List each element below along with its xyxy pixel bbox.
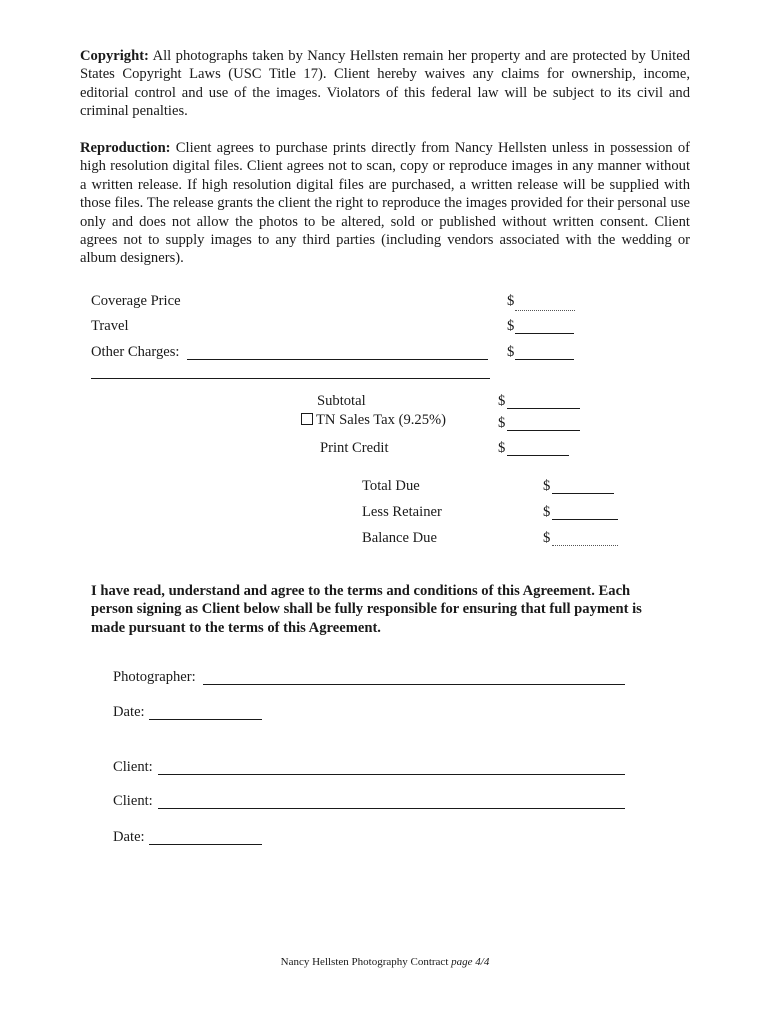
date-field-2[interactable] (149, 828, 262, 845)
copyright-paragraph (80, 47, 690, 121)
other-charges-amount-field[interactable] (515, 343, 574, 360)
balance-due-label: Balance Due (362, 530, 437, 546)
client-signature-field-1[interactable] (158, 758, 625, 775)
total-due-label: Total Due (362, 478, 420, 494)
reproduction-label: Reproduction: (80, 140, 171, 156)
subtotal-currency: $ (498, 393, 506, 409)
print-credit-field[interactable] (507, 439, 569, 456)
less-retainer-label: Less Retainer (362, 504, 442, 520)
client-signature-field-2[interactable] (158, 792, 625, 809)
copyright-text: All photographs taken by Nancy Hellsten remain her property and are protected by United States Copyright Laws (USC Title 17). Client hereby waives any claims for ownership, income, editorial control and use of the images. Violators of this federal law will be subject to its civil and criminal penalties. (80, 48, 691, 120)
date-field-1[interactable] (149, 703, 262, 720)
coverage-price-label: Coverage Price (91, 293, 181, 309)
tn-sales-tax-row (301, 411, 446, 429)
coverage-price-currency: $ (507, 293, 515, 309)
client-label-1: Client: (113, 759, 153, 775)
page-footer (0, 956, 770, 968)
tn-sales-tax-currency: $ (498, 415, 506, 431)
footer-page-number: page 4/4 (451, 956, 490, 968)
subtotal-label: Subtotal (317, 393, 366, 409)
tn-sales-tax-field[interactable] (507, 414, 580, 431)
less-retainer-field[interactable] (552, 503, 618, 520)
other-charges-label: Other Charges: (91, 344, 180, 360)
travel-label: Travel (91, 318, 129, 334)
tn-sales-tax-label: TN Sales Tax (9.25%) (316, 412, 447, 428)
other-charges-extra-line[interactable] (91, 362, 490, 379)
tn-sales-tax-checkbox[interactable] (301, 413, 313, 425)
coverage-price-field[interactable] (515, 294, 575, 311)
less-retainer-currency: $ (543, 504, 551, 520)
subtotal-field[interactable] (507, 392, 580, 409)
other-charges-currency: $ (507, 344, 515, 360)
travel-field[interactable] (515, 317, 574, 334)
reproduction-paragraph (80, 139, 690, 268)
total-due-field[interactable] (552, 477, 614, 494)
travel-currency: $ (507, 318, 515, 334)
balance-due-field[interactable] (552, 529, 618, 546)
print-credit-currency: $ (498, 440, 506, 456)
reproduction-text: Client agrees to purchase prints directly from Nancy Hellsten unless in possession of high resolution digital files. Client agrees not to scan, copy or reproduce images in any manner without a written release. If high resolution digital files are purchased, a written release will be supplied with those files. The release grants the client the right to reproduce the images provided for their personal use only and does not allow the photos to be altered, sold or published without written consent. Client agrees not to supply images to any third parties (including vendors associated with the wedding or album designers). (80, 140, 690, 267)
balance-due-currency: $ (543, 530, 551, 546)
photographer-label: Photographer: (113, 669, 196, 685)
copyright-label: Copyright: (80, 48, 149, 64)
other-charges-description-field[interactable] (187, 343, 488, 360)
date-label-1: Date: (113, 704, 145, 720)
footer-title: Nancy Hellsten Photography Contract (280, 956, 449, 968)
client-label-2: Client: (113, 793, 153, 809)
total-due-currency: $ (543, 478, 551, 494)
agreement-statement: I have read, understand and agree to the terms and conditions of this Agreement. Each person signing as Client below shall be fully responsible for ensuring that full payment is made pursuant to the terms of this Agreement. (91, 583, 642, 636)
photographer-signature-field[interactable] (203, 668, 625, 685)
print-credit-label: Print Credit (320, 440, 389, 456)
date-label-2: Date: (113, 829, 145, 845)
